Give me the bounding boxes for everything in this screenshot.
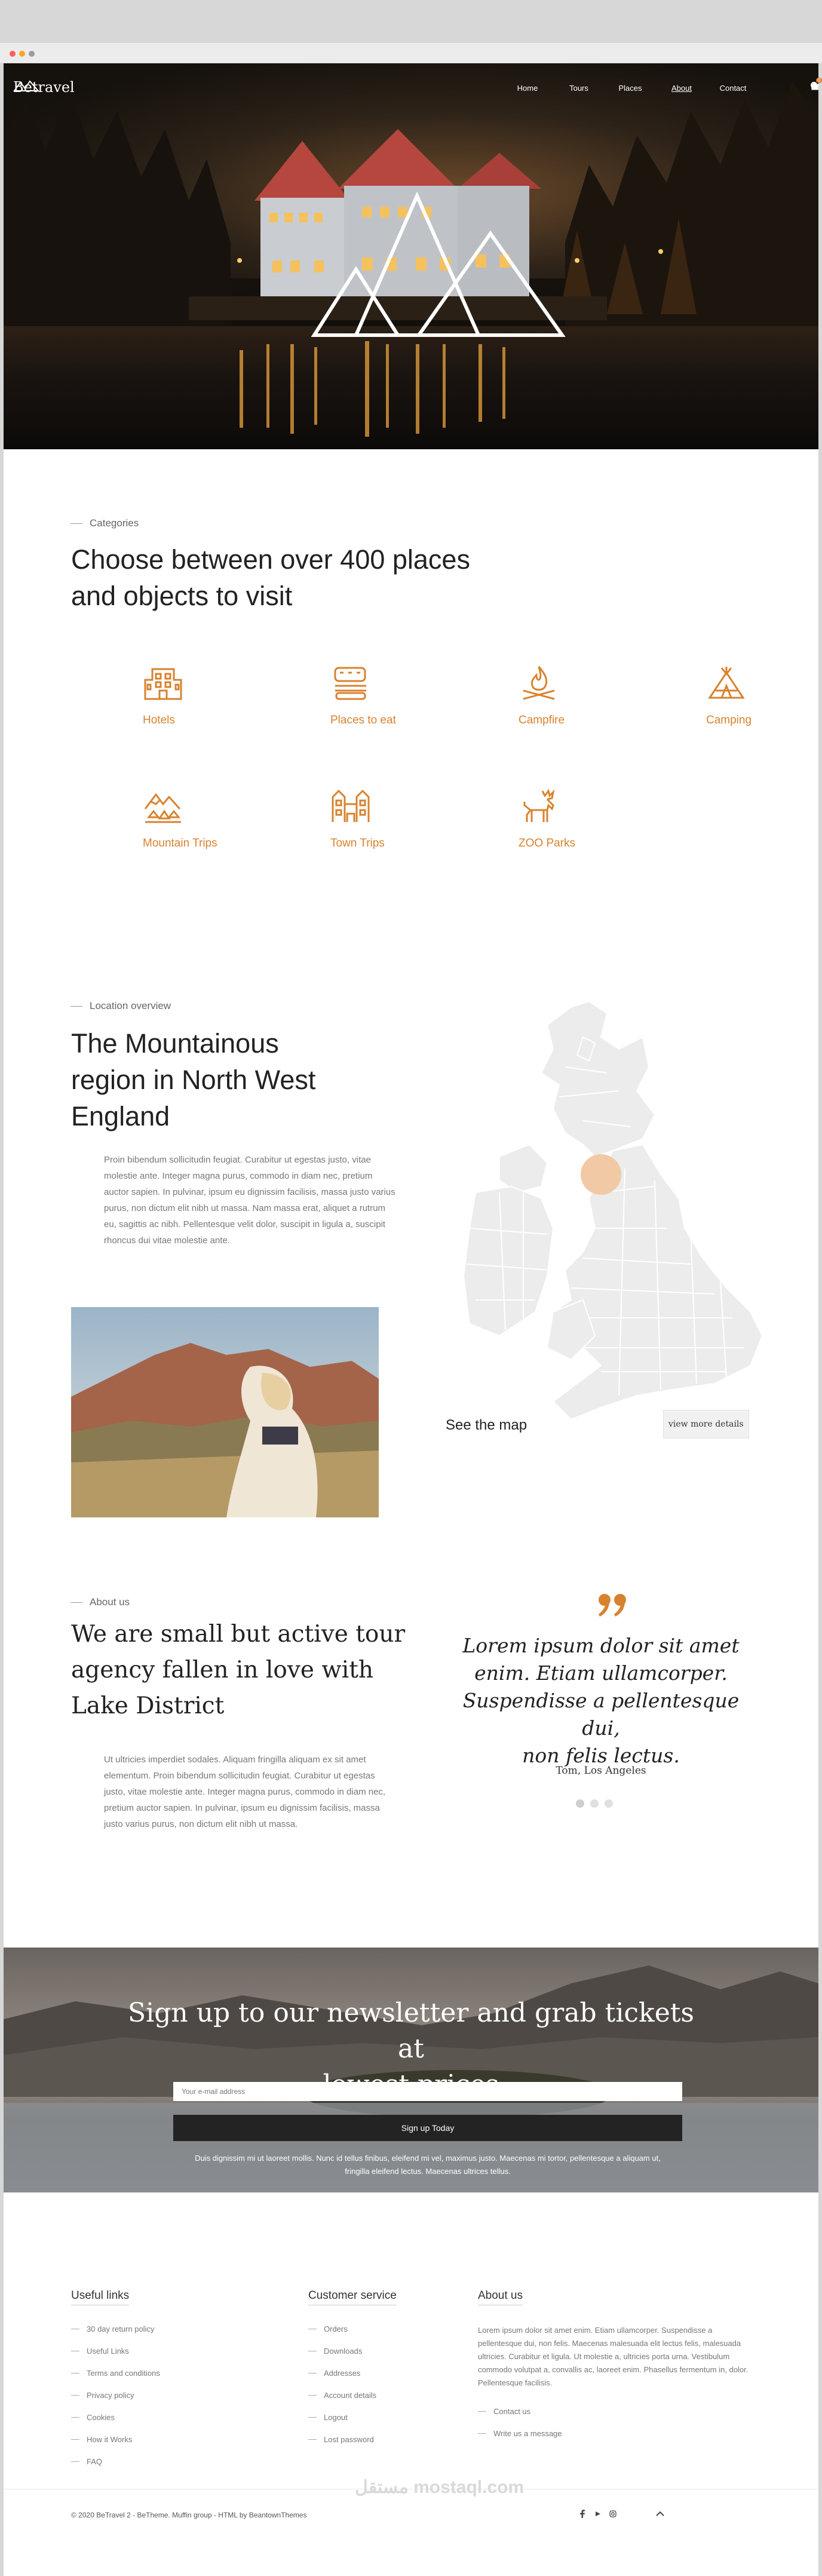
moose-icon [519, 787, 559, 824]
category-mountain-trips[interactable]: Mountain Trips [143, 787, 232, 852]
useful-links-list [71, 2318, 160, 2473]
footer-link-faq[interactable]: FAQ [71, 2451, 160, 2473]
quote-marks-icon [597, 1593, 628, 1619]
newsletter-signup-button[interactable]: Sign up Today [173, 2115, 682, 2141]
browser-chrome [0, 43, 822, 63]
footer-link-orders[interactable]: Orders [308, 2318, 376, 2340]
category-camping[interactable]: Camping [706, 664, 796, 729]
view-details-button[interactable]: view more details [663, 1410, 749, 1439]
location-label: Location overview [70, 1000, 171, 1012]
web-page [4, 63, 821, 2576]
location-title: The Mountainous region in North West England [71, 1028, 316, 1131]
brand-logo[interactable] [13, 79, 75, 96]
hero-banner [4, 63, 821, 449]
about-us-footer-title: About us [478, 2289, 523, 2305]
brand-name: Betravel [13, 79, 75, 96]
watermark-text: مستقل mostaql.com [355, 2477, 525, 2497]
back-to-top-icon[interactable] [656, 2511, 664, 2517]
main-nav [502, 84, 759, 93]
about-text: Ut ultricies imperdiet sodales. Aliquam fringilla aliquam ex sit amet elementum. Proin bibendum sollicitudin feugiat. Curabitur ut egestas justo, vitae molestie ante. Integer magna purus, commodo in diam nec, pretium auctor sapien. In pulvinar, ipsum eu dignissim facilisis, massa justo varius purus, non dictum elit nibh ut massa. [104, 1755, 386, 1829]
youtube-icon[interactable] [594, 2510, 601, 2517]
footer-link-cookies[interactable]: Cookies [71, 2406, 160, 2428]
facebook-icon[interactable] [579, 2510, 585, 2518]
close-window-dot[interactable] [10, 51, 16, 57]
social-icons [579, 2510, 616, 2518]
tent-icon [706, 664, 747, 701]
town-icon [330, 787, 371, 824]
category-places-to-eat[interactable]: Places to eat [330, 664, 420, 729]
footer-link-return-policy[interactable]: 30 day return policy [71, 2318, 160, 2340]
about-title: We are small but active tour agency fallen in love with Lake District [71, 1621, 406, 1719]
footer-bottom-bar [4, 2477, 818, 2576]
uk-map[interactable] [464, 1001, 774, 1473]
category-zoo-parks[interactable]: ZOO Parks [519, 787, 608, 852]
footer-link-privacy[interactable]: Privacy policy [71, 2384, 160, 2406]
see-map-title: See the map [446, 1417, 527, 1433]
mountains-logo-icon [13, 79, 39, 92]
footer-link-write-message[interactable]: Write us a message [478, 2422, 562, 2445]
nav-places[interactable]: Places [618, 84, 642, 93]
customer-service-list [308, 2318, 376, 2451]
footer-link-account-details[interactable]: Account details [308, 2384, 376, 2406]
category-hotels[interactable]: Hotels [143, 664, 232, 729]
footer-link-logout[interactable]: Logout [308, 2406, 376, 2428]
hotel-icon [143, 664, 183, 701]
footer-link-terms[interactable]: Terms and conditions [71, 2362, 160, 2384]
campfire-icon [519, 664, 559, 701]
newsletter-email-input[interactable] [173, 2082, 682, 2101]
slide-dot-3[interactable] [605, 1799, 613, 1808]
region-highlight [581, 1154, 621, 1195]
quote-author: Tom, Los Angeles [556, 1765, 646, 1777]
about-us-links [478, 2400, 562, 2445]
cart-count-badge: 0 [816, 78, 822, 83]
copyright-text: © 2020 BeTravel 2 - BeTheme. Muffin group - HTML by BeantownThemes [71, 2511, 307, 2519]
footer-link-downloads[interactable]: Downloads [308, 2340, 376, 2362]
nav-tours[interactable]: Tours [569, 84, 588, 93]
slide-dot-2[interactable] [590, 1799, 599, 1808]
zoom-window-dot[interactable] [29, 51, 35, 57]
about-us-footer-text: Lorem ipsum dolor sit amet enim. Etiam ullamcorper. Suspendisse a pellentesque dui, non felis. Maecenas malesuada elit lectus felis, malesuada ultricies. Curabitur et ligula. Ut molestie a, ultricies porta urna. Vestibulum commodo volutpat a, convallis ac, laoreet enim. Phasellus fermentum in, dolor. Pellentesque facilisis. [478, 2326, 749, 2387]
categories-title: Choose between over 400 places and objects to visit [71, 544, 470, 611]
category-campfire[interactable]: Campfire [519, 664, 608, 729]
footer-link-lost-password[interactable]: Lost password [308, 2428, 376, 2451]
mountain-icon [143, 787, 183, 824]
footer-link-addresses[interactable]: Addresses [308, 2362, 376, 2384]
categories-label: Categories [70, 517, 139, 529]
slide-dot-1[interactable] [576, 1799, 584, 1808]
useful-links-title: Useful links [71, 2289, 129, 2305]
traveler-photo [71, 1307, 379, 1517]
newsletter-section [4, 1948, 818, 2192]
minimize-window-dot[interactable] [19, 51, 25, 57]
search-icon[interactable] [810, 81, 820, 91]
hero-landscape [4, 63, 818, 449]
testimonial-pagination [576, 1799, 613, 1808]
testimonial-quote: Lorem ipsum dolor sit amet enim. Etiam ullamcorper. Suspendisse a pellentesque dui, non felis lectus. [462, 1634, 740, 1767]
food-icon [330, 664, 371, 701]
newsletter-note: Duis dignissim mi ut laoreet mollis. Nunc id tellus finibus, eleifend mi vel, maximus justo. Maecenas mi tortor, pellentesque a aliquam ut, fringilla eleifend lectus. Maecenas ultrices tellus. [195, 2154, 661, 2176]
nav-contact[interactable]: Contact [719, 84, 747, 93]
nav-about[interactable]: About [671, 84, 692, 93]
newsletter-title: Sign up to our newsletter and grab tickets at [127, 1998, 695, 2064]
location-text: Proin bibendum sollicitudin feugiat. Curabitur ut egestas justo, vitae molestie ante. Integer magna purus, commodo in diam nec, pretium auctor sapien. In pulvinar, ipsum eu dignissim facilisis, massa justo varius purus, non dictum elit nibh ut massa. Nam massa erat, aliquet a rutrum eu, sagittis ac nibh. Pellentesque velit dolor, suscipit in ligula a, suscipit rhoncus dui vitae molestie ante. [104, 1155, 395, 1246]
instagram-icon[interactable] [609, 2510, 616, 2517]
footer-link-useful-links[interactable]: Useful Links [71, 2340, 160, 2362]
nav-home[interactable]: Home [517, 84, 538, 93]
category-town-trips[interactable]: Town Trips [330, 787, 420, 852]
customer-service-title: Customer service [308, 2289, 397, 2305]
footer-link-how-it-works[interactable]: How it Works [71, 2428, 160, 2451]
about-label: About us [70, 1596, 130, 1608]
footer-link-contact[interactable]: Contact us [478, 2400, 562, 2422]
